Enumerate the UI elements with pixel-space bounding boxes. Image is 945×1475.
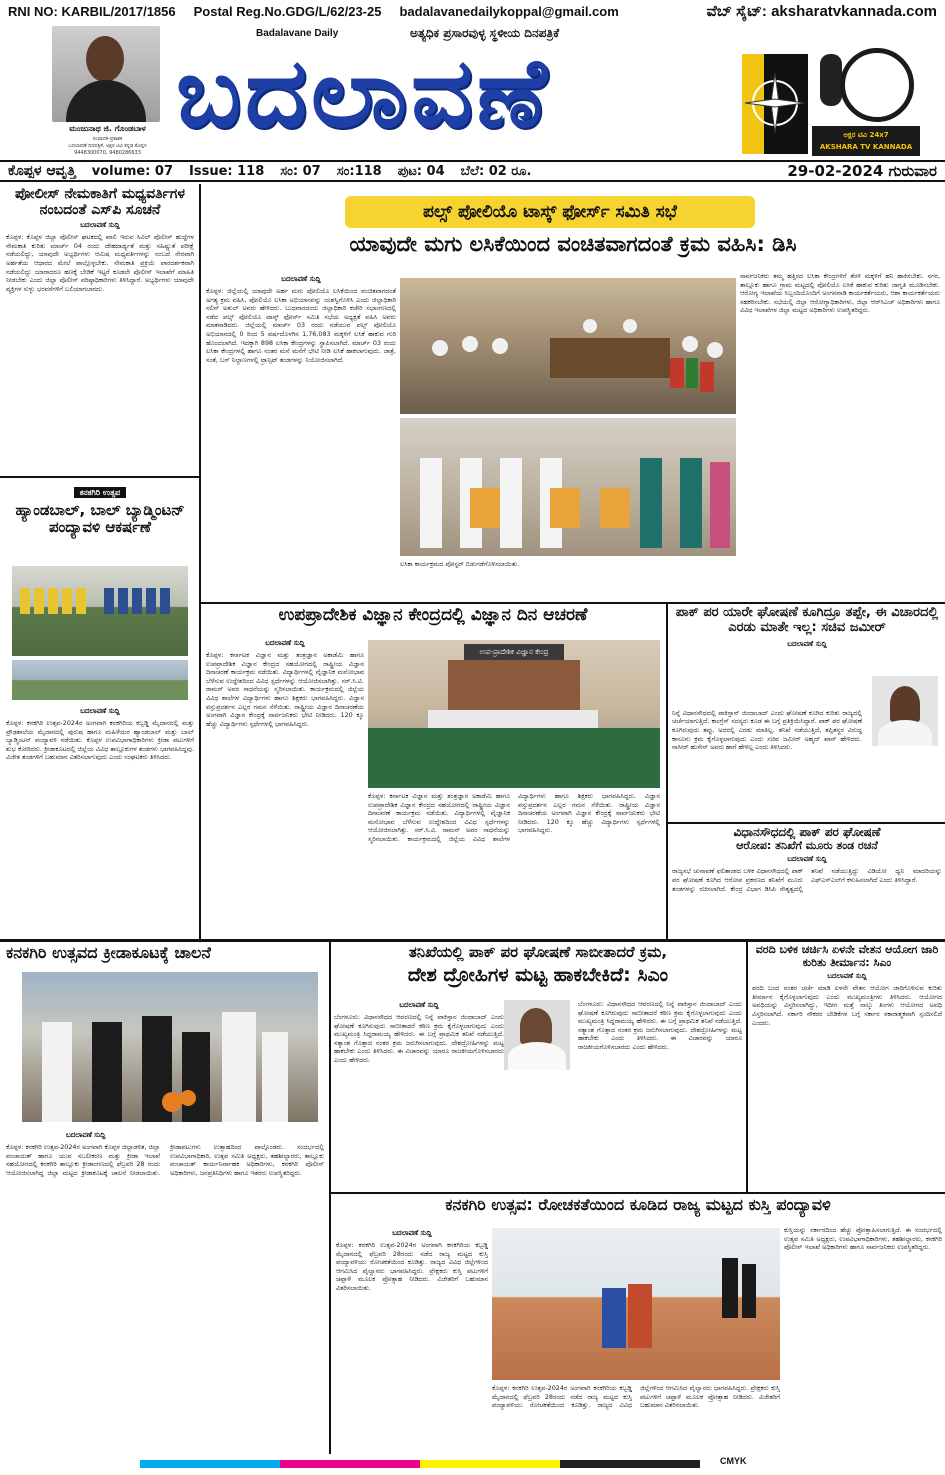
sam-number: ಸಂ: 07 bbox=[280, 163, 321, 179]
column-divider bbox=[666, 604, 668, 939]
editor-phone: 9448300070, 9480286633 bbox=[74, 150, 141, 156]
story-kicker: ಕನಕಗಿರಿ ಉತ್ಸವ bbox=[74, 487, 127, 498]
editor-name: ಮಂಜುನಾಥ ಜಿ. ಗೊಂಡಬಾಳ bbox=[69, 124, 146, 133]
wrestling-story-right bbox=[784, 1226, 942, 1452]
price: ಬೆಲೆ: 02 ರೂ. bbox=[460, 163, 532, 179]
story-headline[interactable]: ಪಾಕ್ ಪರ ಯಾರೇ ಘೋಷಣೆ ಕೂಗಿದ್ರೂ ತಪ್ಪೇ, ಈ ವಿಚಾರದಲ್ಲಿ ಎರಡು ಮಾತೇ ಇಲ್ಲ: ಸಚಿವ ಜಮೀರ್ bbox=[675, 606, 939, 635]
wrestling-headline[interactable]: ಕನಕಗಿರಿ ಉತ್ಸವ: ರೋಚಕತೆಯಿಂದ ಕೂಡಿದ ರಾಜ್ಯ ಮಟ್ಟದ ಕುಸ್ತಿ ಪಂದ್ಯಾವಳಿ bbox=[445, 1196, 831, 1214]
story-byline: ಬದಲಾವಣೆ ಸುದ್ದಿ bbox=[392, 1229, 432, 1237]
paper-tagline: ಅತ್ಯಧಿಕ ಪ್ರಸಾರವುಳ್ಳ ಸ್ಥಳೀಯ ದಿನಪತ್ರಿಕೆ bbox=[410, 26, 560, 40]
zameer-story bbox=[672, 606, 942, 820]
story-headline[interactable]: ಹ್ಯಾಂಡಬಾಲ್, ಬಾಲ್ ಬ್ಯಾಡ್ಮಿಂಟನ್ ಪಂದ್ಯಾವಳಿ ಆಕರ್ಷಣೆ bbox=[15, 501, 185, 537]
tv-name: ಅಕ್ಷರ ಟಿವಿ bbox=[843, 131, 868, 139]
tv-english-name: AKSHARA TV KANNADA bbox=[819, 143, 913, 151]
akshara-tv-logo bbox=[812, 34, 920, 156]
masthead bbox=[0, 22, 945, 160]
lead-kicker-pill: ಪಲ್ಸ್ ಪೋಲಿಯೊ ಟಾಸ್ಕ್ ಫೋರ್ಸ್ ಸಮಿತಿ ಸಭೆ bbox=[345, 196, 755, 228]
story-body-continued: ಕುಸ್ತಿಯನ್ನು ಸರ್ಕಾರದಿಂದ ಹೆಚ್ಚು ಪ್ರೋತ್ಸಾಹಿಸಲಾಗುತ್ತಿದೆ. ಈ ಸಂದರ್ಭದಲ್ಲಿ ಉತ್ಸವ ಸಮಿತಿ ಅಧ್ಯಕ್ಷರು, ಉಪವಿಭಾಗಾಧಿಕಾರಿಗಳು, ತಹಶೀಲ್ದಾರರು, ಕನಕಗಿರಿ ಪೊಲೀಸ್ ಇಲಾಖೆ ಅಧಿಕಾರಿಗಳು ಹಾಗೂ ಸಾರ್ವಜನಿಕರು ಉಪಸ್ಥಿತರಿದ್ದರು. bbox=[784, 1226, 942, 1252]
issue-info-bar bbox=[0, 160, 945, 182]
science-story-right bbox=[368, 792, 660, 936]
badminton-match-photo bbox=[12, 660, 188, 700]
minister-photo bbox=[872, 676, 938, 746]
science-headline[interactable]: ಉಪಪ್ರಾದೇಶಿಕ ವಿಜ್ಞಾನ ಕೇಂದ್ರದಲ್ಲಿ ವಿಜ್ಞಾನ ದಿನ ಆಚರಣೆ bbox=[278, 606, 588, 625]
compass-logo-icon bbox=[742, 44, 808, 154]
wrestling-story-mid bbox=[492, 1384, 780, 1452]
story-body: ಕೊಪ್ಪಳ: ಕನಕಗಿರಿ ಉತ್ಸವ-2024ರ ಅಂಗವಾಗಿ ಕನಕಗಿರಿಯ ಕಬ್ಬಡ್ಡಿ ಮೈದಾನದಲ್ಲಿ ಫೆಬ್ರವರಿ 28ರಂದು ನಡೆದ ರಾಜ್ಯ ಮಟ್ಟದ ಕುಸ್ತಿ ಪಂದ್ಯಾವಳಿಯು ರೋಚಕತೆಯಿಂದ ಕೂಡಿತ್ತು. ರಾಜ್ಯದ ವಿವಿಧ ಜಿಲ್ಲೆಗಳಿಂದ ಆಗಮಿಸಿದ ಪೈಲ್ವಾನರು ಭಾಗವಹಿಸಿದ್ದರು. ಪ್ರೇಕ್ಷಕರು ಕುಸ್ತಿ ಪಟುಗಳಿಗೆ ಚಪ್ಪಾಳೆ ಮೂಲಕ ಪ್ರೋತ್ಸಾಹ ನೀಡಿದರು. ವಿಜೇತರಿಗೆ ಬಹುಮಾನ ವಿತರಿಸಲಾಯಿತು. bbox=[336, 1241, 488, 1292]
editor-address: ಬದಲಾವಣೆ ದಿನಪತ್ರಿಕೆ, ಅಕ್ಷರ ಟಿವಿ ಕನ್ನಡ ಕೊಪ್ಪಳ bbox=[68, 143, 147, 149]
lead-photo-caption bbox=[400, 560, 736, 598]
issue-date: 29-02-2024 ಗುರುವಾರ bbox=[787, 162, 937, 180]
issue-number: Issue: 118 bbox=[189, 163, 265, 179]
section-divider bbox=[0, 476, 199, 478]
photo-caption: ಲಸಿಕಾ ಕಾರ್ಯಕ್ರಮದ ಪೋಸ್ಟರ್ ಬಿಡುಗಡೆಗೊಳಿಸಲಾಯಿತು. bbox=[400, 560, 520, 568]
story-body: ಕೊಪ್ಪಳ: ಕೊಪ್ಪಳ ಜಿಲ್ಲಾ ಪೊಲೀಸ್ ಘಟಕದಲ್ಲಿ ಖಾಲಿ ಇರುವ ಸಿವಿಲ್ ಪೊಲೀಸ್ ಹುದ್ದೆಗಳ ನೇಮಕಾತಿ ಕುರಿತು ಮಾರ್ಚ್ 04 ರಂದು ದೇಹದಾರ್ಢ್ಯತೆ ಮತ್ತು ಸಹಿಷ್ಣುತೆ ಪರೀಕ್ಷೆ ನಡೆಯಲಿದ್ದು, ಯಾವುದೇ ಅಭ್ಯರ್ಥಿಗಳು ಆಮಿಷ ಮಧ್ಯವರ್ತಿಗಳನ್ನು ನಂಬದೆ ನೇರವಾಗಿ ಅರ್ಹತೆಯ ಆಧಾರದ ಮೇಲೆ ಪಾಲ್ಗೊಳ್ಳಬೇಕು. ನೇಮಕಾತಿ ಪ್ರಕ್ರಿಯೆ ಪಾರದರ್ಶಕವಾಗಿ ನಡೆಯಲಿದ್ದು ಯಾರಾದರೂ ಹಣಕ್ಕೆ ಬೇಡಿಕೆ ಇಟ್ಟರೆ ಕೂಡಲೇ ಪೊಲೀಸ್ ಇಲಾಖೆಗೆ ಮಾಹಿತಿ ನೀಡಬೇಕು ಎಂದು ಜಿಲ್ಲಾ ಪೊಲೀಸ್ ವರಿಷ್ಠಾಧಿಕಾರಿಗಳು ತಿಳಿಸಿದ್ದಾರೆ. ಅಭ್ಯರ್ಥಿಗಳು ಯಾವುದೇ ವ್ಯಕ್ತಿಗಳ ಸುಳ್ಳು ಭರವಸೆಗಳಿಗೆ ಬಲಿಯಾಗಬಾರದು. bbox=[6, 233, 194, 293]
story-byline: ಬದಲಾವಣೆ ಸುದ್ದಿ bbox=[80, 221, 120, 230]
chief-minister-photo bbox=[504, 1000, 570, 1070]
cm-pak-slogan-story bbox=[334, 944, 742, 1188]
story-body: ಬೆಂಗಳೂರು: ವಿಧಾನಸೌಧದ ಆವರಣದಲ್ಲಿ ನಿನ್ನೆ ಪಾಕಿಸ್ತಾನ ಜಿಂದಾಬಾದ್ ಎಂದು ಘೋಷಣೆ ಕೂಗಿರುವುದು ಸಾಬೀತಾದರೆ ಕಠಿಣ ಕ್ರಮ ಕೈಗೊಳ್ಳಲಾಗುವುದು ಎಂದು ಮುಖ್ಯಮಂತ್ರಿ ಸಿದ್ದರಾಮಯ್ಯ ಹೇಳಿದರು. ಈ ಬಗ್ಗೆ ಪ್ರಾಥಮಿಕ ತನಿಖೆ ನಡೆಯುತ್ತಿದೆ. ಸತ್ಯಾಂಶ ಗೊತ್ತಾದ ನಂತರ ಕ್ರಮ ಜರುಗಿಸಲಾಗುವುದು. ದೇಶದ್ರೋಹಿಗಳನ್ನು ಮಟ್ಟ ಹಾಕಬೇಕು ಎಂದು ತಿಳಿಸಿದರು. ಈ ವಿಚಾರವನ್ನು ಯಾರೂ ರಾಜಕೀಯಗೊಳಿಸಬಾರದು ಎಂದು ಹೇಳಿದರು. bbox=[334, 1013, 504, 1064]
section-divider bbox=[668, 822, 945, 824]
handball-story bbox=[6, 480, 194, 935]
edition-name: ಕೊಪ್ಪಳ ಆವೃತ್ತಿ bbox=[8, 163, 76, 179]
website-block bbox=[707, 3, 937, 20]
story-headline[interactable]: ವರದಿ ಬಳಿಕ ಚರ್ಚಿಸಿ ಏಳನೇ ವೇತನ ಆಯೋಗ ಜಾರಿ ಕುರಿತು ತೀರ್ಮಾನ: ಸಿಎಂ bbox=[755, 944, 939, 969]
handball-team-photo bbox=[12, 566, 188, 656]
building-sign: ಉಪ-ಪ್ರಾದೇಶಿಕ ವಿಜ್ಞಾನ ಕೇಂದ್ರ bbox=[464, 644, 564, 660]
column-divider bbox=[329, 942, 331, 1454]
website-label: ವೆಬ್ ಸೈಟ್: bbox=[706, 2, 767, 20]
story-byline: ಬದಲಾವಣೆ ಸುದ್ದಿ bbox=[265, 639, 305, 647]
email-address[interactable]: badalavanedailykoppal@gmail.com bbox=[399, 3, 619, 19]
english-paper-name: Badalavane Daily bbox=[256, 28, 339, 39]
rni-number: RNI NO: KARBIL/2017/1856 bbox=[8, 3, 176, 19]
paper-logo: ಬದಲಾವಣೆ bbox=[176, 37, 551, 149]
story-body-continued: ಬೆಂಗಳೂರು: ವಿಧಾನಸೌಧದ ಆವರಣದಲ್ಲಿ ನಿನ್ನೆ ಪಾಕಿಸ್ತಾನ ಜಿಂದಾಬಾದ್ ಎಂದು ಘೋಷಣೆ ಕೂಗಿರುವುದು ಸಾಬೀತಾದರೆ ಕಠಿಣ ಕ್ರಮ ಕೈಗೊಳ್ಳಲಾಗುವುದು ಎಂದು ಮುಖ್ಯಮಂತ್ರಿ ಸಿದ್ದರಾಮಯ್ಯ ಹೇಳಿದರು. ಈ ಬಗ್ಗೆ ಪ್ರಾಥಮಿಕ ತನಿಖೆ ನಡೆಯುತ್ತಿದೆ. ಸತ್ಯಾಂಶ ಗೊತ್ತಾದ ನಂತರ ಕ್ರಮ ಜರುಗಿಸಲಾಗುವುದು. ದೇಶದ್ರೋಹಿಗಳನ್ನು ಮಟ್ಟ ಹಾಕಬೇಕು ಎಂದು ತಿಳಿಸಿದರು. ಈ ವಿಚಾರವನ್ನು ಯಾರೂ ರಾಜಕೀಯಗೊಳಿಸಬಾರದು ಎಂದು ಹೇಳಿದರು. bbox=[578, 1000, 742, 1051]
story-body-continued: ಸಾರ್ವಜನಿಕರು ತಮ್ಮ ಹತ್ತಿರದ ಲಸಿಕಾ ಕೇಂದ್ರಗಳಿಗೆ ತೆರಳಿ ಮಕ್ಕಳಿಗೆ ಹನಿ ಹಾಕಿಸಬೇಕು. ನಗರ, ತಾಲ್ಲೂಕು ಹಾಗೂ ಗ್ರಾಮ ಮಟ್ಟದಲ್ಲಿ ಪೋಲಿಯೊ ಲಸಿಕೆ ಹಾಕುವ ಕುರಿತು ಜಾಗೃತಿ ಮೂಡಿಸಬೇಕು. ಆರೋಗ್ಯ ಇಲಾಖೆಯ ಸಿಬ್ಬಂದಿಯೊಂದಿಗೆ ಅಂಗನವಾಡಿ ಕಾರ್ಯಕರ್ತೆಯರು, ಆಶಾ ಕಾರ್ಯಕರ್ತೆಯರು ಸಹಕರಿಸಬೇಕು. ಸಭೆಯಲ್ಲಿ ಜಿಲ್ಲಾ ಆರೋಗ್ಯಾಧಿಕಾರಿಗಳು, ಜಿಲ್ಲಾ ಆರ್‌ಸಿಎಚ್ ಅಧಿಕಾರಿಗಳು ಹಾಗೂ ವಿವಿಧ ಇಲಾಖೆಗಳ ಜಿಲ್ಲಾ ಮಟ್ಟದ ಅಧಿಕಾರಿಗಳು ಉಪಸ್ಥಿತರಿದ್ದರು. bbox=[740, 272, 940, 315]
lead-story-right-column bbox=[740, 272, 940, 598]
story-headline-line2[interactable]: ದೇಶ ದ್ರೋಹಿಗಳ ಮಟ್ಟ ಹಾಕಬೇಕಿದೆ: ಸಿಎಂ bbox=[407, 964, 669, 987]
poster-release-photo bbox=[400, 418, 736, 556]
story-body: ಕೊಪ್ಪಳ: ಕನಕಗಿರಿ ಉತ್ಸವ-2024ರ ಅಂಗವಾಗಿ ಕನಕಗಿರಿಯ ಕಬ್ಬಡ್ಡಿ ಮೈದಾನದಲ್ಲಿ ಮತ್ತು ಪ್ರೌಢಶಾಲೆಯ ಮೈದಾನದಲ್ಲಿ ಪುರುಷ ಹಾಗೂ ಮಹಿಳೆಯರ ಹ್ಯಾಂಡಬಾಲ್ ಮತ್ತು ಬಾಲ್ ಬ್ಯಾಡ್ಮಿಂಟನ್ ಪಂದ್ಯಾವಳಿ ನಡೆಯಿತು. ಕೊಪ್ಪಳ ಉಪವಿಭಾಗಾಧಿಕಾರಿಗಳು ಕ್ರೀಡಾ ಪಟುಗಳಿಗೆ ಶುಭ ಕೋರಿದರು. ಕ್ರೀಡಾಕೂಟದಲ್ಲಿ ಜಿಲ್ಲೆಯ ವಿವಿಧ ತಾಲ್ಲೂಕುಗಳ ತಂಡಗಳು ಭಾಗವಹಿಸಿದ್ದವು. ವಿಜೇತ ತಂಡಗಳಿಗೆ ಬಹುಮಾನ ವಿತರಿಸಲಾಗುವುದು ಎಂದು ಸಂಘಟಕರು ತಿಳಿಸಿದರು. bbox=[6, 719, 194, 762]
story-headline[interactable]: ಕನಕಗಿರಿ ಉತ್ಸವದ ಕ್ರೀಡಾಕೂಟಕ್ಕೆ ಚಾಲನೆ bbox=[6, 944, 211, 962]
story-body-continued: ಕೊಪ್ಪಳ: ಕನಕಗಿರಿ ಉತ್ಸವ-2024ರ ಅಂಗವಾಗಿ ಕನಕಗಿರಿಯ ಕಬ್ಬಡ್ಡಿ ಮೈದಾನದಲ್ಲಿ ಫೆಬ್ರವರಿ 28ರಂದು ನಡೆದ ರಾಜ್ಯ ಮಟ್ಟದ ಕುಸ್ತಿ ಪಂದ್ಯಾವಳಿಯು ರೋಚಕತೆಯಿಂದ ಕೂಡಿತ್ತು. ರಾಜ್ಯದ ವಿವಿಧ ಜಿಲ್ಲೆಗಳಿಂದ ಆಗಮಿಸಿದ ಪೈಲ್ವಾನರು ಭಾಗವಹಿಸಿದ್ದರು. ಪ್ರೇಕ್ಷಕರು ಕುಸ್ತಿ ಪಟುಗಳಿಗೆ ಚಪ್ಪಾಳೆ ಮೂಲಕ ಪ್ರೋತ್ಸಾಹ ನೀಡಿದರು. ವಿಜೇತರಿಗೆ ಬಹುಮಾನ ವಿತರಿಸಲಾಯಿತು. bbox=[492, 1384, 780, 1410]
pay-commission-story bbox=[752, 944, 942, 1188]
science-centre-group-photo bbox=[368, 640, 660, 788]
wrestling-story-left bbox=[336, 1226, 488, 1452]
story-body-continued: ಕೊಪ್ಪಳ: ಕರ್ನಾಟಕ ವಿಜ್ಞಾನ ಮತ್ತು ತಂತ್ರಜ್ಞಾನ ಅಕಾಡೆಮಿ ಹಾಗೂ ಉಪಪ್ರಾದೇಶಿಕ ವಿಜ್ಞಾನ ಕೇಂದ್ರದ ಸಹಯೋಗದಲ್ಲಿ ರಾಷ್ಟ್ರೀಯ ವಿಜ್ಞಾನ ದಿನಾಚರಣೆ ಕಾರ್ಯಕ್ರಮ ನಡೆಯಿತು. ವಿದ್ಯಾರ್ಥಿಗಳಲ್ಲಿ ವೈಜ್ಞಾನಿಕ ಮನೋಭಾವ ಬೆಳೆಸುವ ಉದ್ದೇಶದಿಂದ ವಿವಿಧ ಸ್ಪರ್ಧೆಗಳನ್ನು ಆಯೋಜಿಸಲಾಗಿತ್ತು. ಸರ್.ಸಿ.ವಿ. ರಾಮನ್ ಅವರ ಸಾಧನೆಯನ್ನು ಸ್ಮರಿಸಲಾಯಿತು. ಕಾರ್ಯಕ್ರಮದಲ್ಲಿ ಜಿಲ್ಲೆಯ ವಿವಿಧ ಶಾಲೆಗಳ ವಿದ್ಯಾರ್ಥಿಗಳು ಹಾಗೂ ಶಿಕ್ಷಕರು ಭಾಗವಹಿಸಿದ್ದರು. ವಿಜ್ಞಾನ ವಸ್ತುಪ್ರದರ್ಶನ ಎಲ್ಲರ ಗಮನ ಸೆಳೆಯಿತು. ರಾಷ್ಟ್ರೀಯ ವಿಜ್ಞಾನ ದಿನಾಚರಣೆಯ ಅಂಗವಾಗಿ ವಿಜ್ಞಾನ ಕೇಂದ್ರಕ್ಕೆ ಸಾರ್ವಜನಿಕರು ಭೇಟಿ ನೀಡಿದರು. 120 ಕ್ಕೂ ಹೆಚ್ಚು ವಿದ್ಯಾರ್ಥಿಗಳು ಸ್ಪರ್ಧೆಗಳಲ್ಲಿ ಭಾಗವಹಿಸಿದ್ದರು. bbox=[368, 792, 660, 843]
lead-headline-box bbox=[204, 232, 942, 268]
volume-number: volume: 07 bbox=[91, 163, 173, 179]
story-headline[interactable]: ಪೋಲೀಸ್ ನೇಮಕಾತಿಗೆ ಮಧ್ಯವರ್ತಿಗಳ ನಂಬದಂತೆ ಎಸ್‌ಪಿ ಸೂಚನೆ bbox=[15, 186, 185, 219]
section-divider bbox=[331, 1192, 945, 1194]
tv-tag: 24x7 bbox=[869, 131, 889, 139]
lead-headline[interactable]: ಯಾವುದೇ ಮಗು ಲಸಿಕೆಯಿಂದ ವಂಚಿತವಾಗದಂತೆ ಕ್ರಮ ವಹಿಸಿ: ಡಿಸಿ bbox=[349, 232, 797, 256]
story-subhead: ಆರೋಪ: ತನಿಖೆಗೆ ಮೂರು ತಂಡ ರಚನೆ bbox=[736, 838, 878, 852]
story-byline: ಬದಲಾವಣೆ ಸುದ್ದಿ bbox=[787, 855, 827, 864]
story-byline: ಬದಲಾವಣೆ ಸುದ್ದಿ bbox=[827, 972, 867, 981]
column-divider bbox=[199, 184, 201, 939]
section-divider bbox=[201, 602, 945, 604]
story-byline: ಬದಲಾವಣೆ ಸುದ್ದಿ bbox=[399, 1001, 439, 1009]
page-count: ಪುಟ: 04 bbox=[397, 163, 445, 179]
microphone-icon bbox=[820, 54, 842, 106]
story-body: ವರದಿ ಬಂದ ನಂತರ ಚರ್ಚೆ ಮಾಡಿ ಏಳನೇ ವೇತನ ಆಯೋಗ ಜಾರಿಗೊಳಿಸುವ ಕುರಿತು ತೀರ್ಮಾನ ಕೈಗೊಳ್ಳಲಾಗುವುದು ಎಂದು ಮುಖ್ಯಮಂತ್ರಿಗಳು ತಿಳಿಸಿದರು. ಆಯೋಗದ ಅವಧಿಯನ್ನು ವಿಸ್ತರಿಸಲಾಗಿದ್ದು, ಇದೀಗ ಮತ್ತೆ ನಾಲ್ಕು ತಿಂಗಳು ಆಯೋಗದ ಅವಧಿ ವಿಸ್ತರಿಸಲಾಗಿದೆ. ಸರ್ಕಾರಿ ನೌಕರರ ಬೇಡಿಕೆಗಳ ಬಗ್ಗೆ ಸರ್ಕಾರ ಸಕಾರಾತ್ಮಕವಾಗಿ ಸ್ಪಂದಿಸಲಿದೆ ಎಂದರು. bbox=[752, 984, 942, 1027]
sam-issue: ಸಂ:118 bbox=[336, 163, 382, 179]
section-divider bbox=[0, 939, 945, 942]
postal-registration: Postal Reg.No.GDG/L/62/23-25 bbox=[193, 3, 382, 19]
column-divider bbox=[746, 942, 748, 1192]
story-body: ಕೊಪ್ಪಳ: ಜಿಲ್ಲೆಯಲ್ಲಿ ಯಾವುದೇ ಅರ್ಹ ಮಗು ಪೋಲಿಯೊ ಲಸಿಕೆಯಿಂದ ವಂಚಿತವಾಗದಂತೆ ಅಗತ್ಯ ಕ್ರಮ ವಹಿಸಿ, ಪೋಲಿಯೊ ಲಸಿಕಾ ಅಭಿಯಾನವನ್ನು ಯಶಸ್ವಿಗೊಳಿಸಿ ಎಂದು ಜಿಲ್ಲಾಧಿಕಾರಿ ನಲಿನ್ ಅತುಲ್ ಅವರು ಹೇಳಿದರು. ಬುಧವಾರದಂದು ಜಿಲ್ಲಾಧಿಕಾರಿ ಕಚೇರಿ ಸಭಾಂಗಣದಲ್ಲಿ ನಡೆದ ಪಲ್ಸ್ ಪೋಲಿಯೊ ಟಾಸ್ಕ್ ಫೋರ್ಸ್ ಸಮಿತಿ ಸಭೆಯ ಅಧ್ಯಕ್ಷತೆ ವಹಿಸಿ ಅವರು ಮಾತನಾಡಿದರು. ಜಿಲ್ಲೆಯಲ್ಲಿ ಮಾರ್ಚ್ 03 ರಂದು ನಡೆಯುವ ಪಲ್ಸ್ ಪೋಲಿಯೊ ಅಭಿಯಾನದಲ್ಲಿ 0 ರಿಂದ 5 ವರ್ಷದೊಳಗಿನ 1,76,083 ಮಕ್ಕಳಿಗೆ ಲಸಿಕೆ ಹಾಕುವ ಗುರಿ ಹೊಂದಲಾಗಿದೆ. ಇದಕ್ಕಾಗಿ 898 ಲಸಿಕಾ ಕೇಂದ್ರಗಳನ್ನು ಸ್ಥಾಪಿಸಲಾಗಿದೆ. ಮಾರ್ಚ್ 03 ರಂದು ಲಸಿಕಾ ಕೇಂದ್ರಗಳಲ್ಲಿ ಹಾಗೂ ನಂತರ ಮನೆ ಮನೆಗೆ ಭೇಟಿ ನೀಡಿ ಲಸಿಕೆ ಹಾಕಲಾಗುವುದು. ಜಾತ್ರೆ, ಸಂತೆ, ಬಸ್ ನಿಲ್ದಾಣಗಳಲ್ಲಿ ಟ್ರಾನ್ಸಿಟ್ ತಂಡಗಳನ್ನು ನಿಯೋಜಿಸಲಾಗಿದೆ. bbox=[206, 287, 396, 364]
story-body: ಕೊಪ್ಪಳ: ಕರ್ನಾಟಕ ವಿಜ್ಞಾನ ಮತ್ತು ತಂತ್ರಜ್ಞಾನ ಅಕಾಡೆಮಿ ಹಾಗೂ ಉಪಪ್ರಾದೇಶಿಕ ವಿಜ್ಞಾನ ಕೇಂದ್ರದ ಸಹಯೋಗದಲ್ಲಿ ರಾಷ್ಟ್ರೀಯ ವಿಜ್ಞಾನ ದಿನಾಚರಣೆ ಕಾರ್ಯಕ್ರಮ ನಡೆಯಿತು. ವಿದ್ಯಾರ್ಥಿಗಳಲ್ಲಿ ವೈಜ್ಞಾನಿಕ ಮನೋಭಾವ ಬೆಳೆಸುವ ಉದ್ದೇಶದಿಂದ ವಿವಿಧ ಸ್ಪರ್ಧೆಗಳನ್ನು ಆಯೋಜಿಸಲಾಗಿತ್ತು. ಸರ್.ಸಿ.ವಿ. ರಾಮನ್ ಅವರ ಸಾಧನೆಯನ್ನು ಸ್ಮರಿಸಲಾಯಿತು. ಕಾರ್ಯಕ್ರಮದಲ್ಲಿ ಜಿಲ್ಲೆಯ ವಿವಿಧ ಶಾಲೆಗಳ ವಿದ್ಯಾರ್ಥಿಗಳು ಹಾಗೂ ಶಿಕ್ಷಕರು ಭಾಗವಹಿಸಿದ್ದರು. ವಿಜ್ಞಾನ ವಸ್ತುಪ್ರದರ್ಶನ ಎಲ್ಲರ ಗಮನ ಸೆಳೆಯಿತು. ರಾಷ್ಟ್ರೀಯ ವಿಜ್ಞಾನ ದಿನಾಚರಣೆಯ ಅಂಗವಾಗಿ ವಿಜ್ಞಾನ ಕೇಂದ್ರಕ್ಕೆ ಸಾರ್ವಜನಿಕರು ಭೇಟಿ ನೀಡಿದರು. 120 ಕ್ಕೂ ಹೆಚ್ಚು ವಿದ್ಯಾರ್ಥಿಗಳು ಸ್ಪರ್ಧೆಗಳಲ್ಲಿ ಭಾಗವಹಿಸಿದ್ದರು. bbox=[206, 651, 364, 728]
story-body: ರಾಜ್ಯಸಭೆ ಚುನಾವಣೆ ಫಲಿತಾಂಶದ ಬಳಿಕ ವಿಧಾನಸೌಧದಲ್ಲಿ ಪಾಕ್ ಪರ ಘೋಷಣೆ ಕೂಗಿದ ಆರೋಪ ಪ್ರಕರಣದ ತನಿಖೆಗೆ ಮೂರು ತಂಡಗಳನ್ನು ರಚಿಸಲಾಗಿದೆ. ಕೇಂದ್ರ ವಿಭಾಗ ಡಿಸಿಪಿ ನೇತೃತ್ವದಲ್ಲಿ ತನಿಖೆ ನಡೆಯುತ್ತಿದ್ದು ವಿಡಿಯೋ ಧ್ವನಿ ಮಾದರಿಯನ್ನು ಎಫ್‌ಎಸ್‌ಎಲ್‌ಗೆ ಕಳುಹಿಸಲಾಗಿದೆ ಎಂದು ತಿಳಿಸಿದ್ದಾರೆ. bbox=[672, 867, 942, 893]
lead-story-left-column bbox=[206, 272, 396, 598]
editor-details bbox=[50, 136, 165, 157]
top-info-line bbox=[0, 0, 945, 22]
sports-inauguration-photo bbox=[22, 972, 318, 1122]
science-headline-box bbox=[204, 606, 662, 634]
story-byline: ಬದಲಾವಣೆ ಸುದ್ದಿ bbox=[66, 1131, 106, 1139]
vidhana-soudha-story bbox=[672, 826, 942, 936]
story-headline-line1[interactable]: ತನಿಖೆಯಲ್ಲಿ ಪಾಕ್ ಪರ ಘೋಷಣೆ ಸಾಬೀತಾದರೆ ಕ್ರಮ, bbox=[408, 944, 668, 961]
police-recruitment-story bbox=[6, 186, 194, 472]
kanakagiri-sports-story bbox=[6, 944, 324, 1450]
story-body: ಕೊಪ್ಪಳ: ಕನಕಗಿರಿ ಉತ್ಸವ-2024ರ ಅಂಗವಾಗಿ ಕೊಪ್ಪಳ ಜಿಲ್ಲಾಡಳಿತ, ಜಿಲ್ಲಾ ಪಂಚಾಯತ್ ಹಾಗೂ ಯುವ ಸಬಲೀಕರಣ ಮತ್ತು ಕ್ರೀಡಾ ಇಲಾಖೆ ಸಹಯೋಗದಲ್ಲಿ ಕನಕಗಿರಿ ತಾಲ್ಲೂಕು ಕ್ರೀಡಾಂಗಣದಲ್ಲಿ ಫೆಬ್ರವರಿ 28 ರಂದು ಆಯೋಜಿಸಲಾಗಿದ್ದ ಜಿಲ್ಲಾ ಮಟ್ಟದ ಕ್ರೀಡಾಕೂಟಕ್ಕೆ ಚಾಲನೆ ನೀಡಲಾಯಿತು. ಕ್ರೀಡಾಪಟುಗಳು ಉತ್ಸಾಹದಿಂದ ಪಾಲ್ಗೊಂಡರು. ಸಂದರ್ಭದಲ್ಲಿ ಉಪವಿಭಾಗಾಧಿಕಾರಿ, ಉತ್ಸವ ಸಮಿತಿ ಅಧ್ಯಕ್ಷರು, ತಹಶೀಲ್ದಾರರು, ತಾಲ್ಲೂಕು ಪಂಚಾಯತ್ ಕಾರ್ಯನಿರ್ವಾಹಕ ಅಧಿಕಾರಿಗಳು, ಕನಕಗಿರಿ ಪೊಲೀಸ್ ಅಧಿಕಾರಿಗಳು, ಜನಪ್ರತಿನಿಧಿಗಳು ಹಾಗೂ ಇತರರು ಉಪಸ್ಥಿತರಿದ್ದರು. bbox=[6, 1143, 324, 1177]
science-story-left bbox=[206, 636, 364, 936]
story-headline[interactable]: ವಿಧಾನಸೌಧದಲ್ಲಿ ಪಾಕ್ ಪರ ಘೋಷಣೆ bbox=[733, 826, 881, 839]
wrestling-match-photo bbox=[492, 1228, 780, 1380]
story-byline: ಬದಲಾವಣೆ ಸುದ್ದಿ bbox=[787, 639, 827, 648]
story-byline: ಬದಲಾವಣೆ ಸುದ್ದಿ bbox=[80, 707, 120, 715]
meeting-hall-photo bbox=[400, 278, 736, 414]
cmyk-mark: CMYK bbox=[720, 1456, 747, 1466]
website-link[interactable]: aksharatvkannada.com bbox=[771, 2, 937, 20]
editor-role: ಸಂಪಾದಕ-ಪ್ರಕಾಶಕ bbox=[92, 136, 123, 142]
story-byline: ಬದಲಾವಣೆ ಸುದ್ದಿ bbox=[281, 275, 321, 283]
story-body: ನಿನ್ನೆ ವಿಧಾನಸೌಧದಲ್ಲಿ ಪಾಕಿಸ್ತಾನ್ ಜಿಂದಾಬಾದ್ ಎಂದು ಘೋಷಣೆ ಕೂಗಿದ ಕುರಿತು ರಾಜ್ಯದಲ್ಲಿ ಚರ್ಚೆಯಾಗುತ್ತಿದೆ. ಕಾಂಗ್ರೆಸ್ ಸದಸ್ಯರು ಕೂಡ ಈ ಬಗ್ಗೆ ಪ್ರತಿಕ್ರಿಯಿಸಿದ್ದಾರೆ. ಪಾಕ್ ಪರ ಘೋಷಣೆ ಕೂಗಿರುವುದು ತಪ್ಪು, ಅದರಲ್ಲಿ ಎರಡು ಮಾತಿಲ್ಲ. ತನಿಖೆ ನಡೆಯುತ್ತಿದೆ, ತಪ್ಪಿತಸ್ಥರ ವಿರುದ್ಧ ಕಾನೂನು ಕ್ರಮ ಕೈಗೊಳ್ಳಲಾಗುವುದು ಎಂದು ಸಚಿವ ಜಮೀರ್ ಅಹ್ಮದ್ ಖಾನ್ ಹೇಳಿದರು. ನಾಸೀರ್ ಹುಸೇನ್ ಅವರು ಹಾಗೆ ಹೇಳಿಲ್ಲ ಎಂದು ತಿಳಿಸಿದರು. bbox=[672, 708, 862, 752]
editor-photo bbox=[52, 26, 160, 122]
wrestling-headline-box bbox=[334, 1196, 942, 1224]
print-color-bar bbox=[140, 1460, 700, 1468]
